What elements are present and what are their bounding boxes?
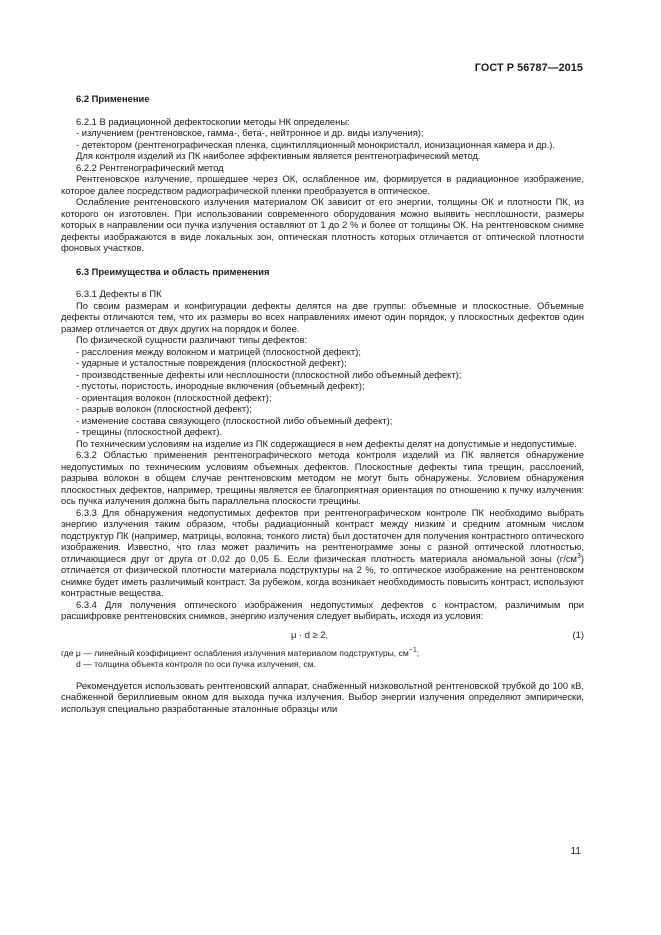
paragraph: 6.3.1 Дефекты в ПК xyxy=(76,288,162,299)
list-item: - излучением (рентгеновское, гамма-, бета-, нейтронное и др. виды излучения); xyxy=(76,127,424,138)
paragraph xyxy=(61,507,584,599)
list-item: - расслоения между волокном и матрицей (плоскостной дефект); xyxy=(76,345,361,357)
legend-line: d — толщина объекта контроля по оси пучка излучения, см. xyxy=(76,658,316,669)
list-item: - изменение состава связующего (плоскостной либо объемный дефект); xyxy=(76,414,393,426)
superscript: 3 xyxy=(576,552,581,560)
list-item: - детектором (рентгенографическая пленка, сцинтилляционный монокристалл, ионизационная камера и др.). xyxy=(76,138,556,150)
list-item: - пустоты, пористость, инородные включения (объемный дефект); xyxy=(76,380,365,391)
paragraph: Рекомендуется использовать рентгеновский аппарат, снабженный низковольтной рентгеновской трубкой до 100 кВ, снабженной бериллиевым окном для выхода пучка излучения. Выбор энергии излучения определяют эмпирически, используя специально разработанные эталонные образцы или xyxy=(61,679,584,714)
section-heading-6-2: 6.2 Применение xyxy=(76,93,150,104)
paragraph: 6.3.2 Областью применения рентгенографического метода контроля изделий из ПК является обнаружение недопустимых по техническим условиям объемных дефектов. Плоскостные дефекты типа трещин, расслоений, разрыва волокон в общем случае рентгеновским методом не могут быть обнаружены. Условием обнаружения плоскостных дефектов, например, трещины является ее благоприятная ориентация по отношению к пучку излучения: ось пучка излучения должна быть параллельна плоскости трещины. xyxy=(61,449,584,506)
paragraph-text: 6.3.3 Для обнаружения недопустимых дефектов при рентгенографическом контроле ПК необходимо выбрать энергию излучения таким образом, чтобы радиационный контраст между низким и средним атомным числом подструктур ПК (например, матрицы, волокна, тонкого листа) был достаточен для получения контрастного оптического изображения. Известно, что глаз может различить на рентгенограмме зоны с разной оптической плотностью, отличающиеся друг от друга от 0,02 до 0,05 Б. Если физическая плотность материала аномальной зоны (г/см xyxy=(61,506,584,564)
list-item: - разрыв волокон (плоскостной дефект); xyxy=(76,403,252,414)
list-item: - ориентация волокон (плоскостной дефект); xyxy=(76,391,272,403)
paragraph: Для контроля изделий из ПК наиболее эффективным является рентгенографический метод. xyxy=(76,150,481,161)
list-item: - трещины (плоскостной дефект). xyxy=(76,426,223,437)
paragraph: По техническим условиям на изделие из ПК содержащиеся в нем дефекты делят на допустимые и недопустимые. xyxy=(76,437,577,449)
list-item: - ударные и усталостные повреждения (плоскостной дефект); xyxy=(76,357,347,368)
paragraph: Ослабление рентгеновского излучения материалом ОК зависит от его энергии, толщины ОК и плотности ПК, из которого он изготовлен. При использовании современного оборудования можно выявить несплошности, размеры которых в направлении оси пучка излучения оставляют от 1 до 2 % и более от толщины ОК. На рентгеновском снимке дефекты изображаются в виде локальных зон, оптическая плотность которых отличается от оптической плотности фоновых участков. xyxy=(61,196,584,253)
list-item: - производственные дефекты или несплошности (плоскостной либо объемный дефект); xyxy=(76,368,462,380)
formula-block xyxy=(61,628,584,642)
legend-line xyxy=(61,648,584,659)
paragraph-text: ) отличается от физической плотности материала подструктуры на 2 %, то оптическое изображение на рентгеновском снимке будет иметь различимый контраст. За рубежом, когда возникает необходимость повысить контраст, используют контрастные вещества. xyxy=(61,552,584,598)
paragraph: По своим размерам и конфигурации дефекты делятся на две группы: объемные и плоскостные. Объемные дефекты отличаются тем, что их размеры во всех направлениях имеют один порядок, у плоскостных дефектов один размер отличается от двух других на порядок и более. xyxy=(61,299,584,334)
formula-number: (1) xyxy=(572,628,584,640)
paragraph: 6.2.1 В радиационной дефектоскопии методы НК определены: xyxy=(76,115,350,127)
paragraph: По физической сущности различают типы дефектов: xyxy=(76,334,308,345)
standard-designation: ГОСТ Р 56787—2015 xyxy=(474,62,583,74)
superscript: −1 xyxy=(408,646,417,654)
paragraph: Рентгеновское излучение, прошедшее через ОК, ослабленное им, формируется в радиационное изображение, которое далее посредством радиографической пленки преобразуется в оптическое. xyxy=(61,173,584,196)
legend-text: где μ — линейный коэффициент ослабления излучения материалом подструктуры, см xyxy=(61,647,409,658)
paragraph: 6.2.2 Рентгенографический метод xyxy=(76,161,224,173)
page-number: 11 xyxy=(570,846,581,857)
document-body xyxy=(61,93,584,714)
formula-legend xyxy=(61,648,584,670)
formula: μ · d ≥ 2, xyxy=(291,628,329,640)
paragraph: 6.3.4 Для получения оптического изображения недопустимых дефектов с контрастом, различимым при расшифровке рентгеновских снимков, энергию излучения следует выбирать, исходя из условия: xyxy=(61,598,584,621)
section-heading-6-3: 6.3 Преимущества и область применения xyxy=(76,265,270,277)
legend-text: ; xyxy=(416,647,420,658)
